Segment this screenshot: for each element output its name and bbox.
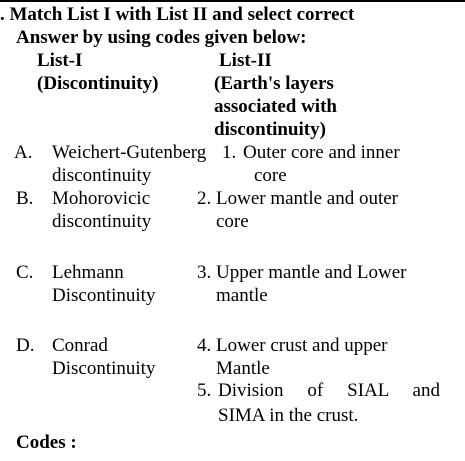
row-b-name-line-1: Mohorovicic [52,188,151,209]
row-c-match-line-2: mantle [216,285,268,306]
row-b-match-line-2: core [216,211,249,232]
question-line-1: . Match List I with List II and select correct [0,4,355,25]
row-b-letter: B. [16,188,34,209]
row-b-name-line-2: discontinuity [52,211,152,232]
row-c-name-line-1: Lehmann [52,262,124,283]
list2-subtitle-line-1: (Earth's layers [214,73,334,94]
row-b-match-number: 2. [197,188,212,209]
codes-label: Codes : [16,432,77,453]
row-a-name-line-2: discontinuity [52,165,152,186]
question-line-2: Answer by using codes given below: [16,27,307,48]
row-d-match-line-2: Mantle [216,358,270,379]
item-5-line-1: Division of SIAL and [218,380,440,401]
row-d-match-line-1: Lower crust and upper [216,335,388,356]
item-5-number: 5. [197,380,212,401]
list2-title: List-II [219,50,272,71]
row-a-match-line-2: core [254,165,287,186]
list2-subtitle-line-3: discontinuity) [214,119,326,140]
list1-title: List-I [37,50,83,71]
item-5-line-2: SIMA in the crust. [218,405,359,426]
row-c-letter: C. [16,262,34,283]
list1-subtitle: (Discontinuity) [37,73,159,94]
row-c-name-line-2: Discontinuity [52,285,156,306]
row-a-match-line-1: Outer core and inner [243,142,400,163]
top-rule [0,0,465,2]
row-c-match-line-1: Upper mantle and Lower [216,262,407,283]
row-d-match-number: 4. [197,335,212,356]
row-a-match-number: 1. [222,142,237,163]
row-a-name-line-1: Weichert-Gutenberg [52,142,207,163]
row-d-name-line-1: Conrad [52,335,108,356]
list2-subtitle-line-2: associated with [214,96,337,117]
row-a-letter: A. [14,142,33,163]
row-c-match-number: 3. [197,262,212,283]
row-d-name-line-2: Discontinuity [52,358,156,379]
row-b-match-line-1: Lower mantle and outer [216,188,399,209]
row-d-letter: D. [16,335,35,356]
